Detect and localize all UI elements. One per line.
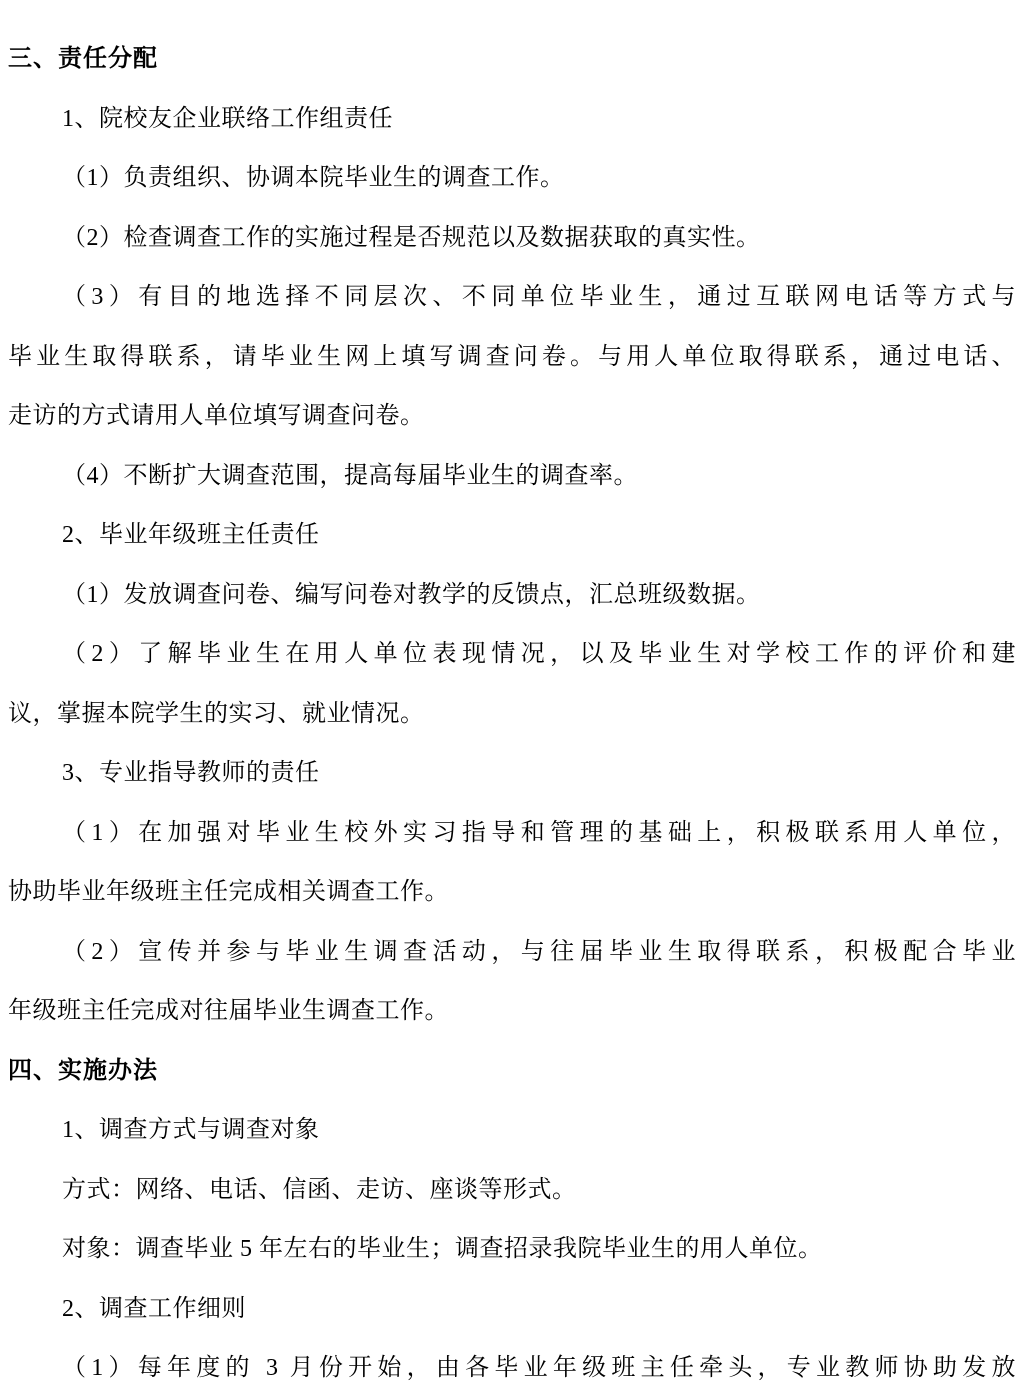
sub-item-1-2: （2）检查调查工作的实施过程是否规范以及数据获取的真实性。 (62, 224, 761, 251)
list-item-3-title: 3、专业指导教师的责任 (62, 760, 320, 786)
section-heading-responsibility: 三、责任分配 (8, 46, 158, 72)
sub-item-1-3-line-2: 毕业生取得联系，请毕业生网上填写调查问卷。与用人单位取得联系，通过电话、 (8, 343, 1016, 370)
section-heading-implementation: 四、实施办法 (8, 1057, 158, 1084)
impl-target-line: 对象：调查毕业 5 年左右的毕业生；调查招录我院毕业生的用人单位。 (62, 1236, 823, 1262)
sub-item-1-3-line-1: （3）有目的地选择不同层次、不同单位毕业生，通过互联网电话等方式与 (62, 284, 1016, 310)
list-item-2-title: 2、毕业年级班主任责任 (62, 522, 320, 548)
sub-item-1-4: （4）不断扩大调查范围，提高每届毕业生的调查率。 (62, 462, 638, 489)
impl-item-2-title: 2、调查工作细则 (62, 1295, 246, 1322)
sub-item-3-1-line-2: 协助毕业年级班主任完成相关调查工作。 (8, 879, 449, 905)
sub-item-3-1-line-1: （1）在加强对毕业生校外实习指导和管理的基础上，积极联系用人单位， (62, 819, 1016, 846)
impl-method-line: 方式：网络、电话、信函、走访、座谈等形式。 (62, 1176, 577, 1203)
impl-detail-1-line-1: （1）每年度的 3 月份开始，由各毕业年级班主任牵头，专业教师协助发放 (62, 1355, 1016, 1381)
sub-item-3-2-line-1: （2）宣传并参与毕业生调查活动，与往届毕业生取得联系，积极配合毕业 (62, 938, 1016, 965)
sub-item-1-1: （1）负责组织、协调本院毕业生的调查工作。 (62, 165, 565, 191)
sub-item-2-2-line-2: 议，掌握本院学生的实习、就业情况。 (8, 700, 425, 727)
sub-item-2-1: （1）发放调查问卷、编写问卷对教学的反馈点，汇总班级数据。 (62, 581, 761, 608)
sub-item-1-3-line-3: 走访的方式请用人单位填写调查问卷。 (8, 403, 425, 429)
list-item-1-title: 1、院校友企业联络工作组责任 (62, 105, 393, 132)
sub-item-2-2-line-1: （2）了解毕业生在用人单位表现情况，以及毕业生对学校工作的评价和建 (62, 641, 1016, 667)
impl-item-1-title: 1、调查方式与调查对象 (62, 1117, 320, 1143)
sub-item-3-2-line-2: 年级班主任完成对往届毕业生调查工作。 (8, 998, 449, 1024)
